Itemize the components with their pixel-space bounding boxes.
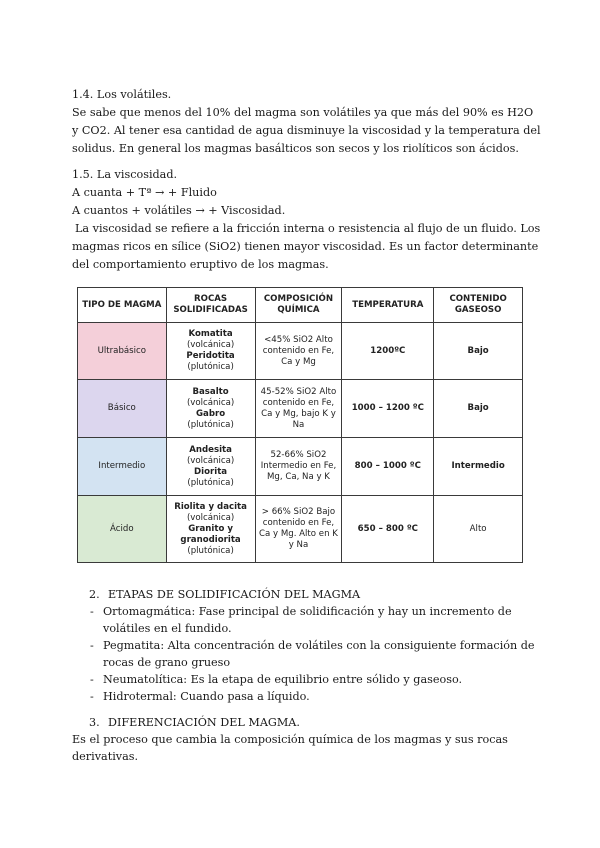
numbered-heading bbox=[72, 586, 542, 603]
table-row bbox=[78, 380, 523, 438]
temperature-cell: 800 – 1000 ºC bbox=[342, 438, 434, 496]
temperature-cell: 650 – 800 ºC bbox=[342, 496, 434, 563]
column-header: CONTENIDO GASEOSO bbox=[434, 288, 523, 323]
list-item: - Ortomagmática: Fase principal de solidificación y hay un incremento de volátiles en el fundido. bbox=[90, 605, 512, 635]
rocks-cell: Komatita (volcánica) Peridotita (plutónica) bbox=[166, 323, 255, 380]
column-header: ROCAS SOLIDIFICADAS bbox=[166, 288, 255, 323]
rule-line: A cuantos + volátiles → + Viscosidad. bbox=[72, 204, 286, 217]
temperature-cell: 1000 – 1200 ºC bbox=[342, 380, 434, 438]
list-item: - Pegmatita: Alta concentración de volátiles con la consiguiente formación de rocas de grano grueso bbox=[90, 639, 535, 669]
gas-cell: Bajo bbox=[434, 323, 523, 380]
section-heading: 1.4. Los volátiles. bbox=[72, 88, 172, 101]
paragraph: Se sabe que menos del 10% del magma son volátiles ya que más del 90% es H2O y CO2. Al tener esa cantidad de agua disminuye la viscosidad y la temperatura del solidus. En general los magmas basálticos son secos y los riolíticos son ácidos. bbox=[72, 106, 541, 155]
table-header-row bbox=[78, 288, 523, 323]
table-row bbox=[78, 438, 523, 496]
rocks-cell: Andesita (volcánica) Diorita (plutónica) bbox=[166, 438, 255, 496]
heading-number: 2. bbox=[89, 588, 100, 601]
rocks-cell: Riolita y dacita (volcánica) Granito y granodiorita (plutónica) bbox=[166, 496, 255, 563]
rule-line: A cuanta + Tª → + Fluido bbox=[72, 186, 217, 199]
rocks-cell: Basalto (volcánica) Gabro (plutónica) bbox=[166, 380, 255, 438]
magma-type-cell: Ácido bbox=[78, 496, 167, 563]
table-row bbox=[78, 496, 523, 563]
magma-type-cell: Básico bbox=[78, 380, 167, 438]
magma-table bbox=[77, 287, 523, 563]
composition-cell: 45-52% SiO2 Alto contenido en Fe, Ca y Mg, bajo K y Na bbox=[255, 380, 342, 438]
composition-cell: 52-66% SiO2 Intermedio en Fe, Mg, Ca, Na y K bbox=[255, 438, 342, 496]
table-row bbox=[78, 323, 523, 380]
magma-type-cell: Intermedio bbox=[78, 438, 167, 496]
section-differentiation bbox=[72, 714, 542, 765]
list-item: - Hidrotermal: Cuando pasa a líquido. bbox=[90, 690, 310, 703]
list-item: - Neumatolítica: Es la etapa de equilibrio entre sólido y gaseoso. bbox=[90, 673, 463, 686]
paragraph: Es el proceso que cambia la composición química de los magmas y sus rocas derivativas. bbox=[72, 733, 508, 763]
numbered-heading bbox=[72, 714, 542, 731]
section-heading: DIFERENCIACIÓN DEL MAGMA. bbox=[108, 716, 300, 729]
column-header: TEMPERATURA bbox=[342, 288, 434, 323]
temperature-cell: 1200ºC bbox=[342, 323, 434, 380]
magma-type-cell: Ultrabásico bbox=[78, 323, 167, 380]
section-heading: ETAPAS DE SOLIDIFICACIÓN DEL MAGMA bbox=[108, 588, 361, 601]
composition-cell: <45% SiO2 Alto contenido en Fe, Ca y Mg bbox=[255, 323, 342, 380]
paragraph: La viscosidad se refiere a la fricción interna o resistencia al flujo de un fluido. Los magmas ricos en sílice (SiO2) tienen mayor viscosidad. Es un factor determinante del comportamiento eruptivo de los magmas. bbox=[72, 222, 541, 271]
section-heading: 1.5. La viscosidad. bbox=[72, 168, 178, 181]
section-solidification-stages bbox=[72, 586, 542, 705]
composition-cell: > 66% SiO2 Bajo contenido en Fe, Ca y Mg. Alto en K y Na bbox=[255, 496, 342, 563]
gas-cell: Intermedio bbox=[434, 438, 523, 496]
gas-cell: Alto bbox=[434, 496, 523, 563]
column-header: TIPO DE MAGMA bbox=[78, 288, 167, 323]
heading-number: 3. bbox=[89, 716, 100, 729]
column-header: COMPOSICIÓN QUÍMICA bbox=[255, 288, 342, 323]
gas-cell: Bajo bbox=[434, 380, 523, 438]
section-volatiles bbox=[72, 86, 542, 158]
section-viscosity bbox=[72, 166, 542, 274]
